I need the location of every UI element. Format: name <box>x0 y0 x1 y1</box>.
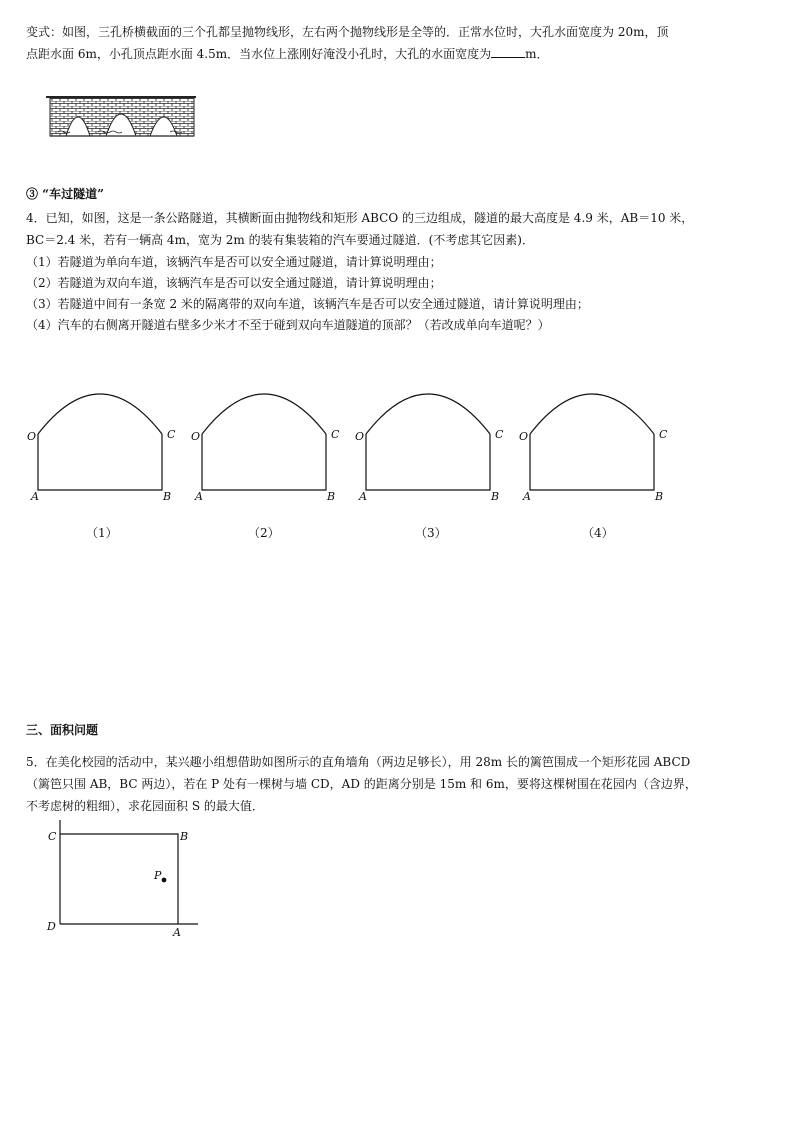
label-B: B <box>327 490 336 503</box>
label-C: C <box>48 830 57 843</box>
variant-line-2 <box>26 44 774 64</box>
q5-line-2: （篱笆只围 AB，BC 两边），若在 P 处有一棵树与墙 CD，AD 的距离分别是 15m 和 6m，要将这棵树围在花园内（含边界， <box>26 777 697 791</box>
label-B: B <box>163 490 172 503</box>
q5-line-3: 不考虑树的粗细），求花园面积 S 的最大值． <box>26 799 264 813</box>
label-B: B <box>655 490 664 503</box>
tunnel-figure-1 <box>26 394 186 506</box>
label-A: A <box>31 490 39 503</box>
q5-line-1: 5．在美化校园的活动中，某兴趣小组想借助如图所示的直角墙角（两边足够长），用 28m 长的篱笆围成一个矩形花园 ABCD <box>26 755 691 769</box>
tree-point <box>162 878 167 883</box>
section-heading-tunnel: ③ “车过隧道” <box>26 187 104 201</box>
label-O: O <box>191 430 201 443</box>
garden-figure <box>40 820 200 940</box>
section-heading-area: 三、面积问题 <box>26 723 99 737</box>
label-C: C <box>167 428 176 441</box>
label-A: A <box>523 490 531 503</box>
label-B: B <box>180 830 189 843</box>
figure-caption-3: （3） <box>415 526 447 540</box>
figure-caption-4: （4） <box>582 526 614 540</box>
q4-line-2: BC＝2.4 米，若有一辆高 4m，宽为 2m 的装有集装箱的汽车要通过隧道．(不考虑其它因素)． <box>26 233 534 247</box>
q4-sub-1: （1）若隧道为单向车道，该辆汽车是否可以安全通过隧道，请计算说明理由； <box>26 255 442 269</box>
bridge-figure <box>46 96 196 138</box>
q4-sub-4: （4）汽车的右侧离开隧道右壁多少米才不至于碰到双向车道隧道的顶部？（若改成单向车道呢？） <box>26 318 550 332</box>
label-A: A <box>195 490 203 503</box>
label-O: O <box>27 430 37 443</box>
tunnel-figure-4 <box>518 394 678 506</box>
tunnel-figure-2 <box>190 394 350 506</box>
tunnel-figure-3 <box>354 394 514 506</box>
label-A: A <box>359 490 367 503</box>
q4-line-1: 4．已知，如图，这是一条公路隧道，其横断面由抛物线和矩形 ABCO 的三边组成，隧道的最大高度是 4.9 米，AB＝10 米， <box>26 211 694 225</box>
q4-sub-2: （2）若隧道为双向车道，该辆汽车是否可以安全通过隧道，请计算说明理由； <box>26 276 442 290</box>
label-B: B <box>491 490 500 503</box>
answer-blank <box>491 45 525 58</box>
label-A: A <box>173 926 181 939</box>
q4-sub-3: （3）若隧道中间有一条宽 2 米的隔离带的双向车道，该辆汽车是否可以安全通过隧道，请计算说明理由； <box>26 297 589 311</box>
figure-caption-2: （2） <box>248 526 280 540</box>
variant-line-2-text: 点距水面 6m，小孔顶点距水面 4.5m．当水位上涨刚好淹没小孔时，大孔的水面宽度为 <box>26 47 492 61</box>
figure-caption-1: （1） <box>86 526 118 540</box>
variant-line-1: 变式：如图，三孔桥横截面的三个孔都呈抛物线形，左右两个抛物线形是全等的．正常水位时，大孔水面宽度为 20m，顶 <box>26 25 669 39</box>
label-C: C <box>331 428 340 441</box>
variant-line-2-unit: m． <box>525 47 549 61</box>
label-P: P <box>154 869 162 882</box>
label-D: D <box>47 920 56 933</box>
label-O: O <box>355 430 365 443</box>
label-O: O <box>519 430 529 443</box>
label-C: C <box>495 428 504 441</box>
label-C: C <box>659 428 668 441</box>
